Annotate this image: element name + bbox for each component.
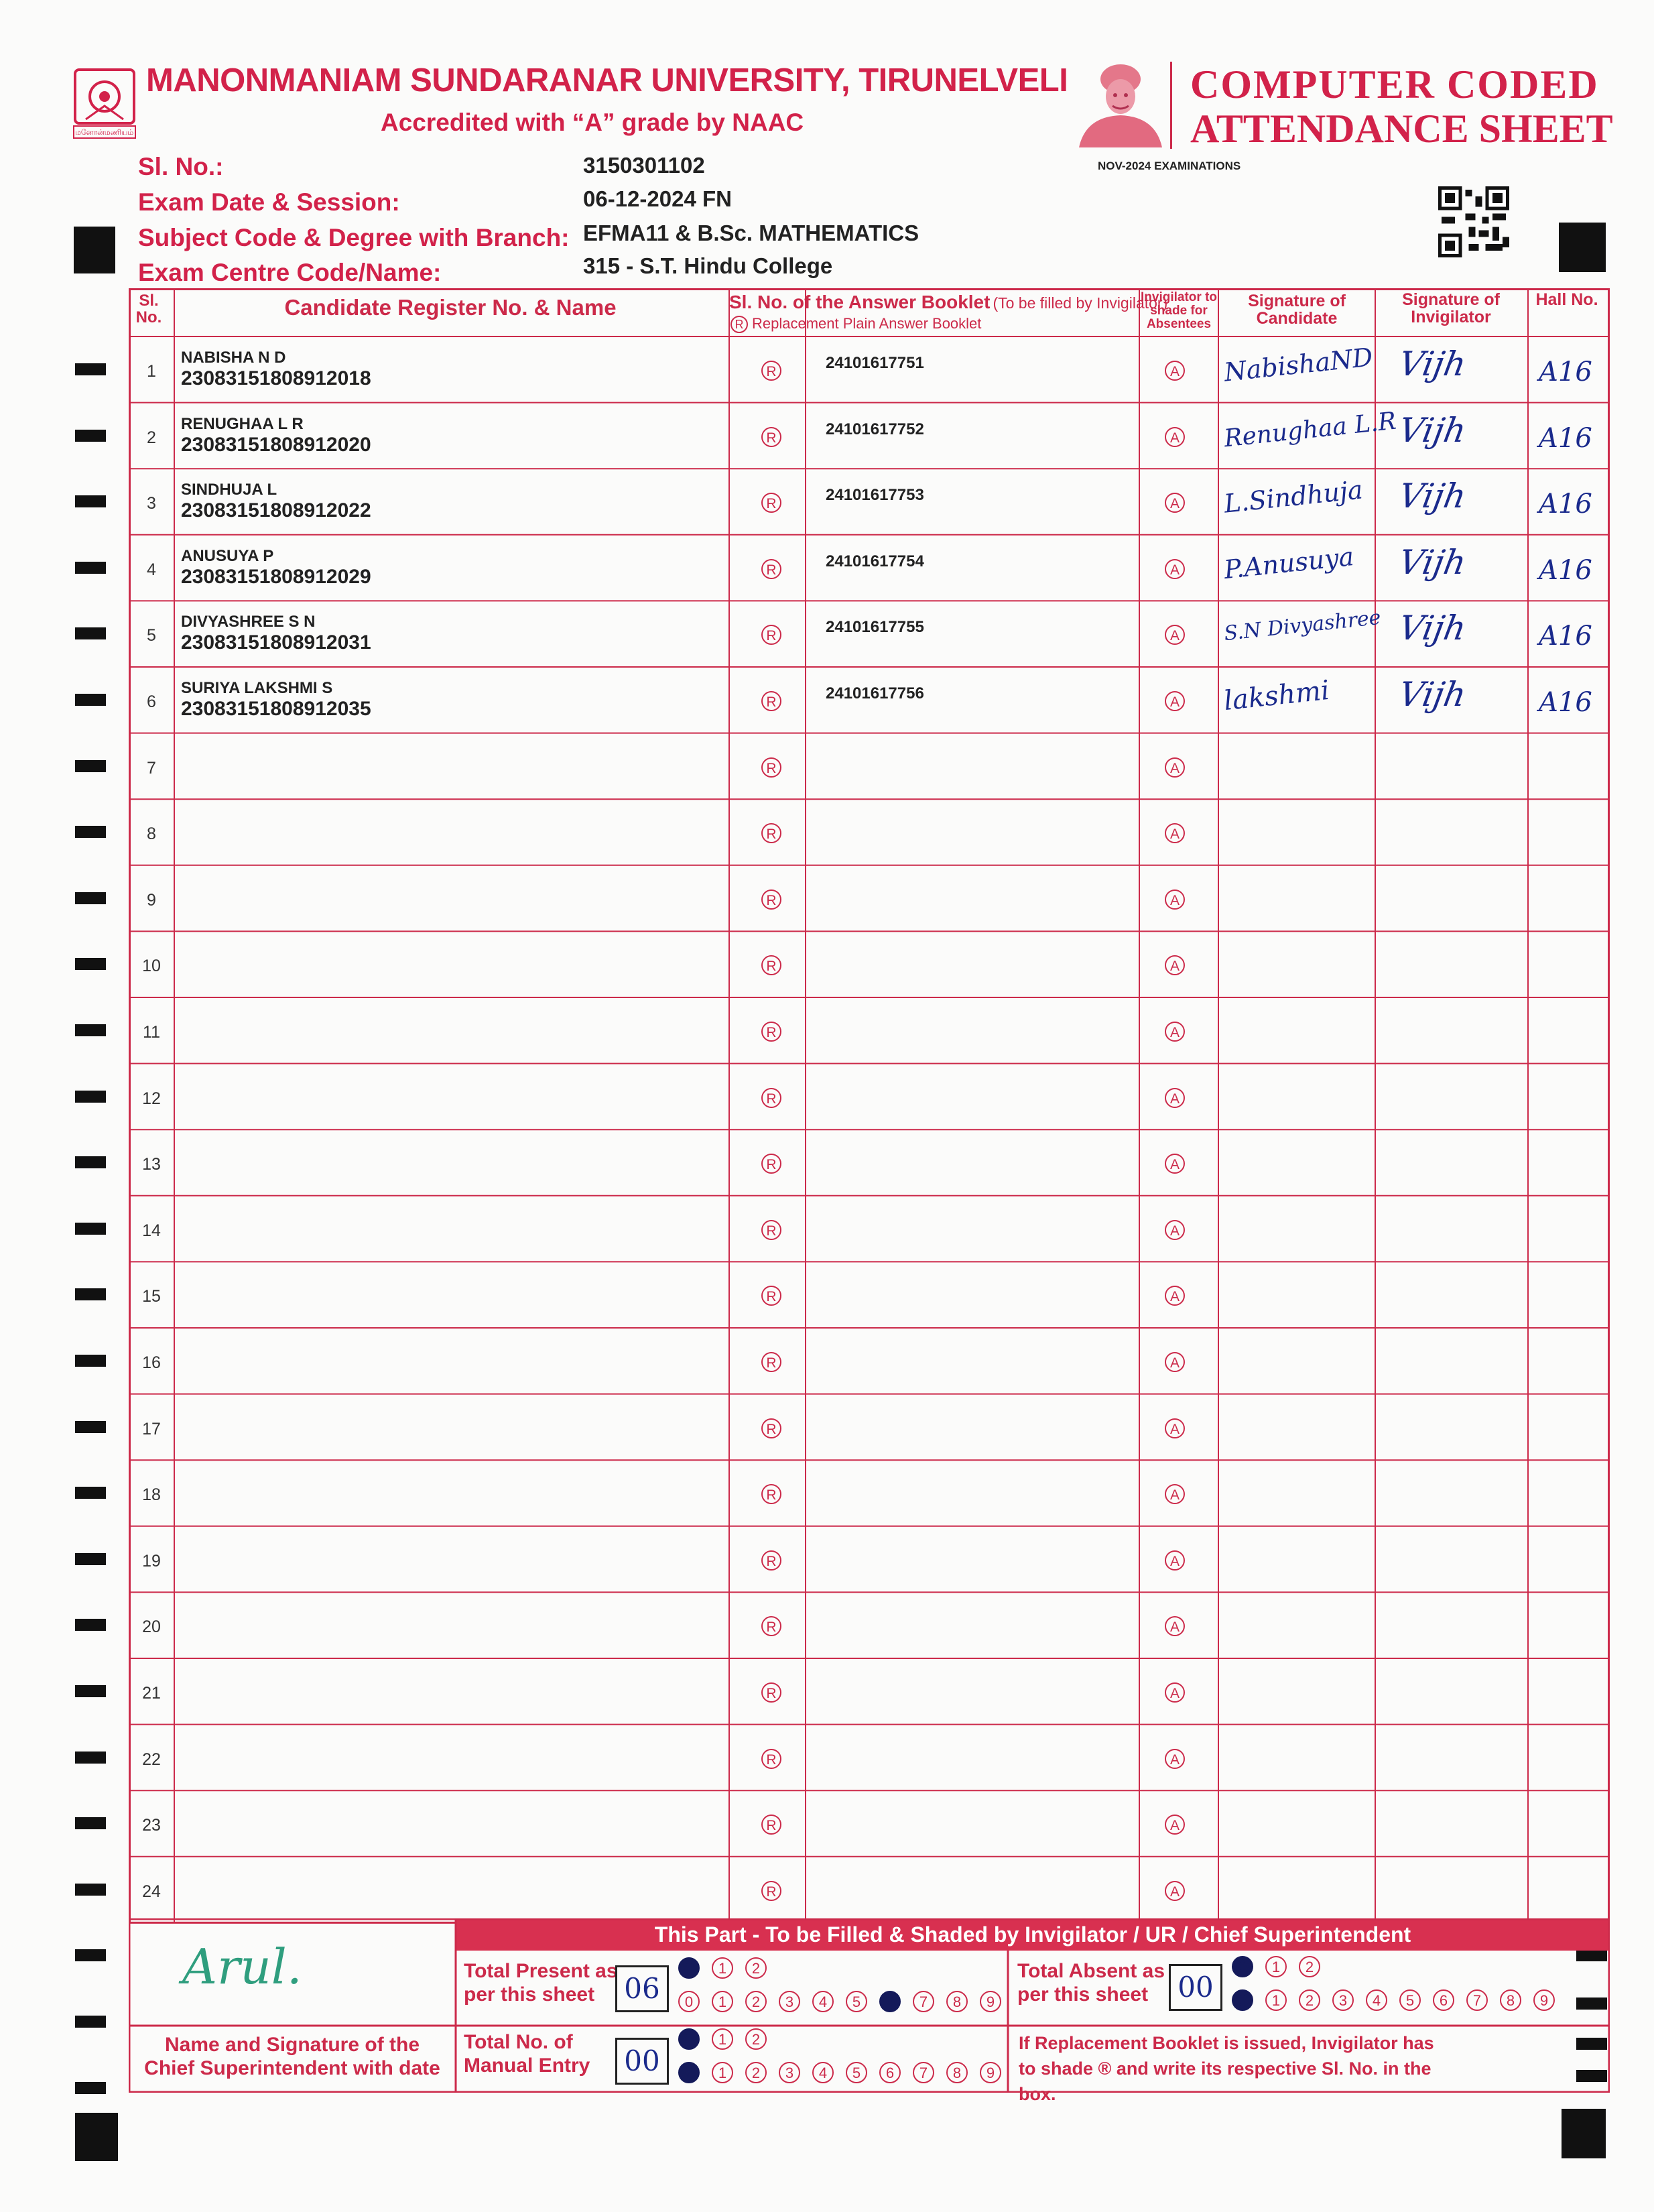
- header-sl-no: Sl. No.: [135, 292, 162, 327]
- row-sl-no: 16: [142, 1353, 161, 1372]
- replacement-bubble[interactable]: R: [761, 1088, 781, 1108]
- digit-bubble[interactable]: 1: [712, 2028, 733, 2050]
- row-sl-no: 11: [143, 1023, 160, 1042]
- absent-bubble[interactable]: A: [1165, 1550, 1185, 1571]
- digit-bubble[interactable]: 1: [1265, 1956, 1287, 1977]
- timing-mark: [75, 892, 106, 904]
- absent-bubble[interactable]: A: [1165, 427, 1185, 447]
- candidate-register-no: 23083151808912018: [181, 367, 371, 389]
- row-sl-no: 4: [147, 560, 156, 579]
- hall-no: A16: [1539, 357, 1592, 387]
- replacement-bubble[interactable]: R: [761, 1881, 781, 1901]
- attendance-table-grid: [129, 288, 1610, 1924]
- absent-units-bubbles: [1232, 1989, 1567, 2011]
- digit-bubble[interactable]: 9: [980, 1991, 1001, 2012]
- replacement-bubble[interactable]: R: [761, 1220, 781, 1240]
- timing-mark: [75, 1421, 106, 1433]
- digit-bubble[interactable]: 4: [812, 2062, 834, 2083]
- digit-bubble[interactable]: 6: [1433, 1989, 1454, 2011]
- replacement-bubble[interactable]: R: [761, 493, 781, 513]
- row-sl-no: 12: [142, 1089, 161, 1108]
- registration-mark: [1559, 223, 1606, 272]
- digit-bubble[interactable]: 2: [1299, 1989, 1320, 2011]
- total-absent-label: Total Absent as per this sheet: [1017, 1960, 1165, 2006]
- founder-portrait: [1072, 59, 1166, 147]
- replacement-bubble[interactable]: R: [761, 1616, 781, 1636]
- timing-mark: [75, 1553, 106, 1565]
- timing-mark: [75, 562, 106, 574]
- replacement-bubble[interactable]: R: [761, 1484, 781, 1504]
- digit-bubble[interactable]: 2: [745, 1957, 767, 1979]
- replacement-bubble[interactable]: R: [761, 757, 781, 778]
- exam-cycle: NOV-2024 EXAMINATIONS: [1098, 160, 1241, 172]
- timing-mark: [75, 1223, 106, 1235]
- sheet-title-line2: ATTENDANCE SHEET: [1190, 107, 1613, 151]
- digit-bubble[interactable]: 0: [678, 2028, 700, 2050]
- absent-bubble[interactable]: A: [1165, 1749, 1185, 1769]
- timing-mark: [75, 363, 106, 375]
- replacement-symbol: R: [730, 316, 748, 333]
- replacement-bubble[interactable]: R: [761, 691, 781, 711]
- total-present-box[interactable]: 06: [615, 1965, 669, 2012]
- replacement-bubble[interactable]: R: [761, 625, 781, 645]
- digit-bubble[interactable]: 1: [712, 1957, 733, 1979]
- row-sl-no: 7: [147, 758, 156, 778]
- replacement-bubble[interactable]: R: [761, 1550, 781, 1571]
- accreditation: Accredited with “A” grade by NAAC: [381, 109, 804, 136]
- candidate-signature: NabishaND: [1222, 342, 1375, 387]
- digit-bubble[interactable]: 2: [745, 1991, 767, 2012]
- absent-bubble[interactable]: A: [1165, 559, 1185, 579]
- digit-bubble[interactable]: 4: [812, 1991, 834, 2012]
- candidate-signature: Renughaa L.R: [1222, 407, 1398, 452]
- registration-mark: [75, 2113, 118, 2161]
- digit-bubble[interactable]: 0: [678, 2062, 700, 2083]
- logo-caption: மனோன்மணியம்: [75, 129, 134, 137]
- absent-bubble[interactable]: A: [1165, 1220, 1185, 1240]
- invigilator-signature: Vijh: [1395, 477, 1470, 516]
- timing-mark: [75, 1817, 106, 1829]
- candidate-signature: lakshmi: [1222, 674, 1331, 717]
- candidate-signature: P.Anusuya: [1222, 541, 1356, 585]
- absent-bubble[interactable]: A: [1165, 955, 1185, 975]
- registration-mark: [1562, 2109, 1606, 2158]
- timing-mark: [75, 1091, 106, 1103]
- row-sl-no: 20: [142, 1617, 161, 1637]
- row-sl-no: 14: [142, 1221, 161, 1240]
- digit-bubble[interactable]: 4: [1366, 1989, 1387, 2011]
- digit-bubble[interactable]: 0: [678, 1991, 700, 2012]
- row-sl-no: 24: [142, 1882, 161, 1901]
- candidate-register-no: 23083151808912031: [181, 631, 371, 654]
- digit-bubble[interactable]: 2: [1299, 1956, 1320, 1977]
- invigilator-signature: Vijh: [1395, 345, 1470, 383]
- header-shade-absentees: Invigilator to shade for Absentees: [1141, 290, 1217, 331]
- header-candidate: Candidate Register No. & Name: [284, 295, 617, 320]
- answer-booklet-no[interactable]: 24101617752: [826, 420, 924, 438]
- answer-booklet-no[interactable]: 24101617753: [826, 486, 924, 505]
- replacement-bubble[interactable]: R: [761, 559, 781, 579]
- header-sig-candidate: Signature of Candidate: [1248, 292, 1346, 328]
- replacement-bubble[interactable]: R: [761, 1286, 781, 1306]
- candidate-signature: L.Sindhuja: [1222, 475, 1364, 519]
- header-replacement-label: Replacement Plain Answer Booklet: [752, 315, 982, 332]
- replacement-bubble[interactable]: R: [761, 361, 781, 381]
- timing-mark: [75, 2082, 106, 2094]
- row-sl-no: 17: [142, 1419, 161, 1438]
- absent-bubble[interactable]: A: [1165, 757, 1185, 778]
- digit-bubble[interactable]: 5: [846, 2062, 867, 2083]
- sl-no-value: 3150301102: [583, 153, 705, 178]
- replacement-bubble[interactable]: R: [761, 1682, 781, 1703]
- row-sl-no: 23: [142, 1816, 161, 1835]
- present-tens-bubbles: [678, 1957, 779, 1979]
- present-units-bubbles: [678, 1991, 1013, 2012]
- digit-bubble[interactable]: 1: [1265, 1989, 1287, 2011]
- timing-mark: [75, 2016, 106, 2028]
- replacement-bubble[interactable]: R: [761, 1815, 781, 1835]
- total-present-label: Total Present as per this sheet: [464, 1960, 618, 2006]
- replacement-bubble[interactable]: R: [761, 1022, 781, 1042]
- absent-bubble[interactable]: A: [1165, 493, 1185, 513]
- timing-mark: [75, 1487, 106, 1499]
- digit-bubble[interactable]: 7: [913, 1991, 934, 2012]
- replacement-bubble[interactable]: R: [761, 889, 781, 910]
- timing-mark: [75, 1685, 106, 1697]
- digit-bubble[interactable]: 9: [1533, 1989, 1555, 2011]
- replacement-bubble[interactable]: R: [761, 427, 781, 447]
- row-sl-no: 9: [147, 890, 156, 910]
- absent-bubble[interactable]: A: [1165, 361, 1185, 381]
- hall-no: A16: [1539, 422, 1592, 454]
- absent-bubble[interactable]: A: [1165, 1881, 1185, 1901]
- digit-bubble[interactable]: 5: [1399, 1989, 1421, 2011]
- candidate-signature: S.N Divyashree: [1222, 606, 1382, 646]
- row-sl-no: 21: [142, 1684, 161, 1703]
- header-booklet-note: (To be filled by Invigilator): [993, 294, 1168, 312]
- sheet-title-line1: COMPUTER CODED: [1190, 62, 1599, 107]
- replacement-bubble[interactable]: R: [761, 1418, 781, 1438]
- replacement-bubble[interactable]: R: [761, 823, 781, 843]
- row-sl-no: 5: [147, 626, 156, 646]
- timing-mark: [75, 958, 106, 970]
- replacement-bubble[interactable]: R: [761, 1749, 781, 1769]
- candidate-name: DIVYASHREE S N: [181, 613, 316, 631]
- candidate-register-no: 23083151808912020: [181, 433, 371, 456]
- absent-bubble[interactable]: A: [1165, 625, 1185, 645]
- absent-bubble[interactable]: A: [1165, 1616, 1185, 1636]
- manual-tens-bubbles: [678, 2028, 779, 2050]
- exam-date-value: 06-12-2024 FN: [583, 186, 732, 211]
- digit-bubble[interactable]: 0: [1232, 1956, 1253, 1977]
- timing-mark: [75, 1949, 106, 1961]
- digit-bubble[interactable]: 3: [1332, 1989, 1354, 2011]
- header-divider: [1170, 62, 1172, 149]
- candidate-name: RENUGHAA L R: [181, 414, 304, 433]
- invigilator-signature: Vijh: [1395, 675, 1470, 714]
- digit-bubble[interactable]: 6: [879, 1991, 901, 2012]
- header-hall-no: Hall No.: [1535, 290, 1598, 309]
- digit-bubble[interactable]: 9: [980, 2062, 1001, 2083]
- chief-superintendent-signature: Arul.: [182, 1939, 302, 1995]
- digit-bubble[interactable]: 1: [712, 1991, 733, 2012]
- digit-bubble[interactable]: 7: [913, 2062, 934, 2083]
- registration-mark: [74, 227, 115, 273]
- digit-bubble[interactable]: 8: [1500, 1989, 1521, 2011]
- invigilator-signature: Vijh: [1395, 609, 1470, 648]
- replacement-bubble[interactable]: R: [761, 1352, 781, 1372]
- candidate-register-no: 23083151808912022: [181, 499, 371, 522]
- timing-mark: [75, 430, 106, 442]
- absent-bubble[interactable]: A: [1165, 1484, 1185, 1504]
- row-sl-no: 1: [147, 362, 156, 381]
- hall-no: A16: [1539, 489, 1592, 520]
- digit-bubble[interactable]: 0: [1232, 1989, 1253, 2011]
- centre-value: 315 - S.T. Hindu College: [583, 253, 833, 278]
- candidate-register-no: 23083151808912035: [181, 698, 371, 720]
- digit-bubble[interactable]: 1: [712, 2062, 733, 2083]
- digit-bubble[interactable]: 6: [879, 2062, 901, 2083]
- timing-mark: [75, 1024, 106, 1036]
- absent-bubble[interactable]: A: [1165, 1154, 1185, 1174]
- absent-bubble[interactable]: A: [1165, 1682, 1185, 1703]
- row-sl-no: 8: [147, 824, 156, 844]
- absent-bubble[interactable]: A: [1165, 823, 1185, 843]
- manual-entry-box[interactable]: 00: [615, 2038, 669, 2085]
- timing-mark: [75, 1355, 106, 1367]
- timing-mark: [75, 1752, 106, 1764]
- manual-entry-label: Total No. of Manual Entry: [464, 2031, 590, 2077]
- digit-bubble[interactable]: 0: [678, 1957, 700, 1979]
- timing-mark: [75, 495, 106, 507]
- digit-bubble[interactable]: 3: [779, 2062, 800, 2083]
- answer-booklet-no[interactable]: 24101617754: [826, 552, 924, 570]
- timing-mark: [75, 1288, 106, 1300]
- digit-bubble[interactable]: 3: [779, 1991, 800, 2012]
- candidate-register-no: 23083151808912029: [181, 565, 371, 588]
- absent-bubble[interactable]: A: [1165, 1352, 1185, 1372]
- subject-value: EFMA11 & B.Sc. MATHEMATICS: [583, 221, 919, 245]
- absent-bubble[interactable]: A: [1165, 1418, 1185, 1438]
- digit-bubble[interactable]: 2: [745, 2028, 767, 2050]
- footer-banner: This Part - To be Filled & Shaded by Invigilator / UR / Chief Superintendent: [456, 1918, 1610, 1951]
- timing-mark: [75, 1156, 106, 1168]
- candidate-name: ANUSUYA P: [181, 546, 274, 565]
- manual-units-bubbles: [678, 2062, 1013, 2083]
- answer-booklet-no[interactable]: 24101617756: [826, 684, 924, 702]
- header-sig-invigilator: Signature of Invigilator: [1402, 290, 1500, 327]
- chief-superintendent-label: Name and Signature of the Chief Superintendent with date: [144, 2034, 440, 2079]
- candidate-name: NABISHA N D: [181, 349, 286, 367]
- timing-mark: [75, 760, 106, 772]
- absent-bubble[interactable]: A: [1165, 1022, 1185, 1042]
- timing-mark: [75, 1884, 106, 1896]
- absent-bubble[interactable]: A: [1165, 889, 1185, 910]
- row-sl-no: 10: [142, 957, 161, 976]
- row-sl-no: 3: [147, 494, 156, 513]
- header-booklet: [729, 292, 1168, 312]
- absent-bubble[interactable]: A: [1165, 1088, 1185, 1108]
- centre-label: Exam Centre Code/Name:: [138, 259, 442, 286]
- exam-date-label: Exam Date & Session:: [138, 188, 400, 216]
- total-absent-box[interactable]: 00: [1169, 1964, 1222, 2011]
- digit-bubble[interactable]: 8: [946, 2062, 968, 2083]
- invigilator-signature: Vijh: [1395, 410, 1470, 450]
- candidate-name: SINDHUJA L: [181, 481, 277, 499]
- hall-no: A16: [1539, 621, 1592, 652]
- timing-mark: [75, 627, 106, 639]
- absent-tens-bubbles: [1232, 1956, 1332, 1977]
- header-booklet-title: Sl. No. of the Answer Booklet: [729, 292, 991, 312]
- candidate-name: SURIYA LAKSHMI S: [181, 679, 333, 697]
- row-sl-no: 18: [142, 1485, 161, 1505]
- row-sl-no: 15: [142, 1287, 161, 1306]
- subject-label: Subject Code & Degree with Branch:: [138, 224, 570, 251]
- absent-bubble[interactable]: A: [1165, 1815, 1185, 1835]
- timing-mark: [75, 694, 106, 706]
- invigilator-signature: Vijh: [1395, 542, 1470, 582]
- digit-bubble[interactable]: 5: [846, 1991, 867, 2012]
- digit-bubble[interactable]: 7: [1466, 1989, 1488, 2011]
- hall-no: A16: [1539, 554, 1592, 586]
- replacement-note: If Replacement Booklet is issued, Invigilator has to shade ® and write its respective Sl. No. in the box.: [1019, 2033, 1434, 2104]
- row-sl-no: 6: [147, 692, 156, 711]
- replacement-bubble[interactable]: R: [761, 955, 781, 975]
- row-sl-no: 13: [142, 1155, 161, 1174]
- replacement-bubble[interactable]: R: [761, 1154, 781, 1174]
- row-sl-no: 22: [142, 1749, 161, 1769]
- timing-mark: [75, 826, 106, 838]
- absent-bubble[interactable]: A: [1165, 1286, 1185, 1306]
- hall-no: A16: [1539, 687, 1592, 718]
- row-sl-no: 2: [147, 428, 156, 447]
- answer-booklet-no[interactable]: 24101617755: [826, 618, 924, 637]
- qr-code-icon: [1438, 186, 1509, 257]
- digit-bubble[interactable]: 2: [745, 2062, 767, 2083]
- row-sl-no: 19: [142, 1551, 161, 1571]
- header-replacement: [730, 315, 981, 333]
- university-name: MANONMANIAM SUNDARANAR UNIVERSITY, TIRUNELVELI: [146, 62, 1068, 99]
- absent-bubble[interactable]: A: [1165, 691, 1185, 711]
- digit-bubble[interactable]: 8: [946, 1991, 968, 2012]
- sl-no-label: Sl. No.:: [138, 153, 224, 180]
- timing-mark: [75, 1619, 106, 1631]
- answer-booklet-no[interactable]: 24101617751: [826, 354, 924, 372]
